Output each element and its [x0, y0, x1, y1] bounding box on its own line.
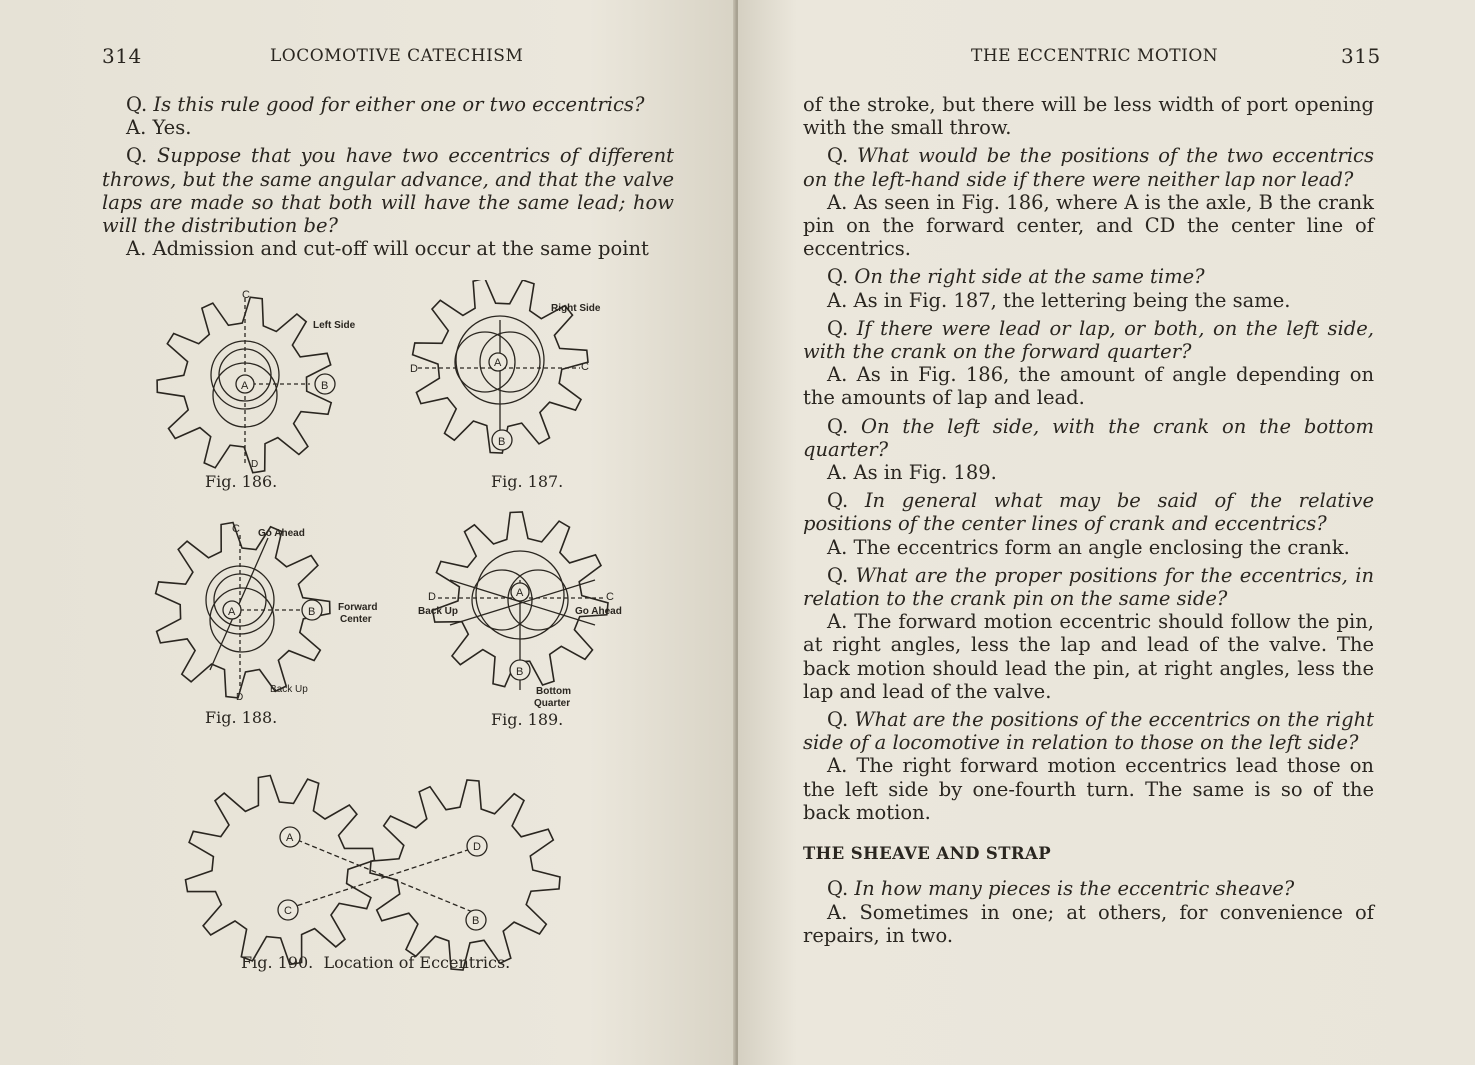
fig186-side-label: Left Side: [313, 320, 356, 331]
fig188-go-ahead: Go Ahead: [258, 528, 305, 539]
question: Q. What are the positions of the eccentrics on the right side of a locomotive in relation to those on the left side?: [803, 708, 1374, 755]
fig187-diagram: [418, 316, 580, 450]
fig186-label-b: B: [321, 380, 329, 392]
fig188-label-a: A: [228, 606, 236, 618]
fig186-caption: Fig. 186.: [205, 472, 278, 491]
right-page: [738, 0, 1475, 1065]
fig190-label-a: A: [286, 832, 294, 844]
left-page: [0, 0, 736, 1065]
right-page-number: 315: [1341, 44, 1381, 68]
answer: A. Yes.: [126, 116, 192, 140]
left-page-number: 314: [102, 44, 142, 68]
fig189-label-b: B: [516, 666, 524, 678]
fig190-label-c: C: [284, 905, 292, 917]
left-running-head: LOCOMOTIVE CATECHISM: [270, 46, 524, 66]
fig188-center: Center: [340, 614, 372, 625]
fig187-side-label: Right Side: [551, 303, 601, 314]
question: Q. What are the proper positions for the eccentrics, in relation to the crank pin on the same side?: [803, 563, 1374, 611]
fig189-label-a: A: [516, 587, 524, 599]
fig189-label-c: C: [606, 591, 614, 603]
fig187-label-b: B: [498, 436, 506, 448]
fig186-label-d: D: [251, 459, 259, 470]
fig188-label-b: B: [308, 606, 316, 618]
fig189-quarter: Quarter: [534, 698, 571, 709]
fig189-go-ahead: Go Ahead: [575, 606, 622, 617]
fig189-back-up: Back Up: [418, 606, 459, 617]
fig190-label-b: B: [472, 915, 480, 927]
fig186-label-c: C: [242, 289, 250, 301]
answer: A. As in Fig. 186, the amount of angle depending on the amounts of lap and lead.: [803, 363, 1374, 410]
question: Q. On the right side at the same time?: [827, 265, 1205, 289]
question: Q. Is this rule good for either one or two eccentrics?: [126, 93, 645, 116]
answer: A. As seen in Fig. 186, where A is the axle, B the crank pin on the forward center, and CD the center line of eccentrics.: [803, 190, 1374, 261]
eccentric-figures: [150, 280, 650, 980]
fig188-label-d: D: [236, 692, 244, 703]
question: Q. Suppose that you have two eccentrics of different throws, but the same angular advance, and that the valve laps are made so that both will have the same lead; how will the distribution be?: [102, 144, 674, 238]
fig190-caption: Fig. 190. Location of Eccentrics.: [241, 953, 511, 972]
fig186-label-a: A: [241, 380, 249, 392]
right-running-head: THE ECCENTRIC MOTION: [971, 46, 1219, 66]
fig187-label-a: A: [494, 357, 502, 369]
fig188-forward: Forward: [338, 602, 378, 613]
fig190-diagram: [278, 827, 487, 930]
fig189-caption: Fig. 189.: [491, 710, 564, 729]
answer: A. Admission and cut-off will occur at the same point: [126, 237, 649, 261]
answer: A. Sometimes in one; at others, for convenience of repairs, in two.: [803, 900, 1374, 947]
answer: A. The eccentrics form an angle enclosing the crank.: [827, 535, 1350, 559]
fig188-back-up: Back Up: [270, 684, 308, 695]
answer: A. As in Fig. 187, the lettering being the same.: [827, 288, 1291, 312]
fig189-bottom: Bottom: [536, 686, 571, 697]
question: Q. In how many pieces is the eccentric sheave?: [827, 877, 1295, 901]
answer-continued: of the stroke, but there will be less width of port opening with the small throw.: [803, 93, 1374, 140]
right-text: [803, 93, 1374, 952]
fig187-label-d: D: [410, 363, 418, 375]
fig188-label-c: C: [232, 523, 240, 535]
question: Q. If there were lead or lap, or both, on the left side, with the crank on the forward quarter?: [803, 316, 1375, 364]
answer: A. The forward motion eccentric should follow the pin, at right angles, less the lap and lead of the valve. The back motion should lead the pin, at right angles, less the lap and lead of the valve.: [803, 610, 1374, 703]
fig190-gear-right: [370, 780, 560, 970]
fig190-label-d: D: [473, 841, 481, 853]
fig190-gear-left: [186, 776, 375, 965]
section-heading: THE SHEAVE AND STRAP: [803, 844, 1052, 864]
question: Q. On the left side, with the crank on the bottom quarter?: [803, 414, 1374, 461]
fig189-label-d: D: [428, 591, 436, 603]
answer: A. As in Fig. 189.: [827, 461, 997, 485]
fig187-label-c: C: [581, 361, 589, 373]
fig187-caption: Fig. 187.: [491, 472, 564, 491]
left-text: [102, 93, 674, 265]
fig188-caption: Fig. 188.: [205, 708, 278, 727]
answer: A. The right forward motion eccentrics lead those on the left side by one-fourth turn. The same is so of the back motion.: [803, 754, 1374, 824]
question: Q. What would be the positions of the two eccentrics on the left-hand side if there were neither lap nor lead?: [803, 144, 1374, 191]
question: Q. In general what may be said of the relative positions of the center lines of crank and eccentrics?: [803, 489, 1374, 536]
